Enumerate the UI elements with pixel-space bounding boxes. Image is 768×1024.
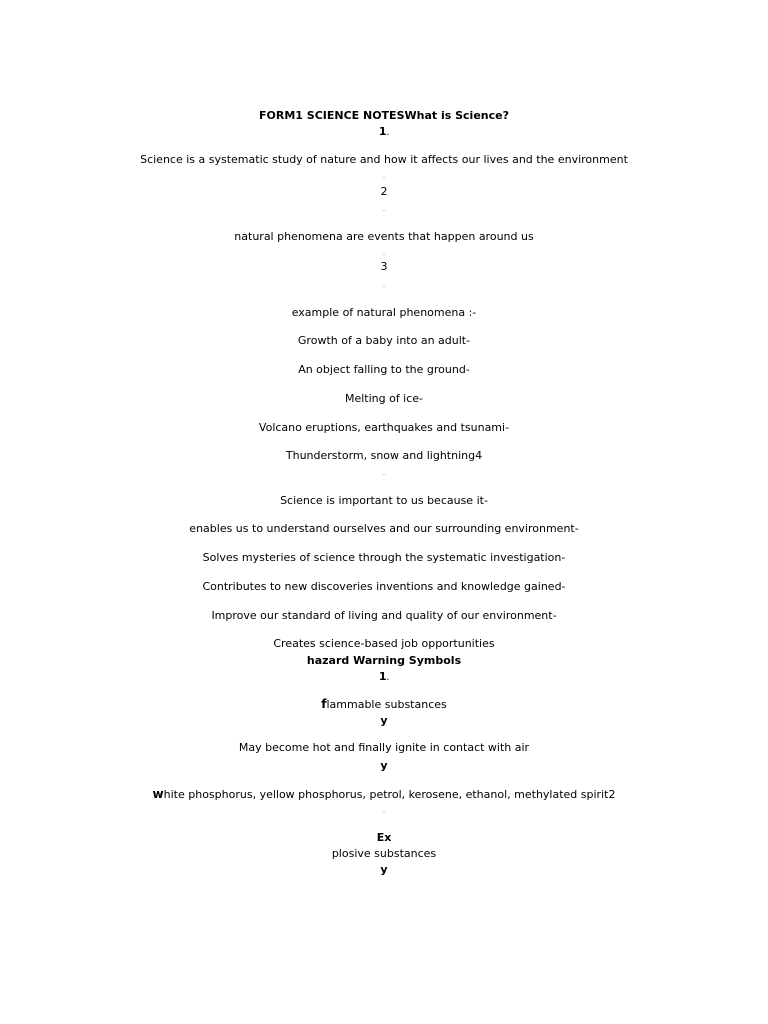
example-item: An object falling to the ground- bbox=[298, 363, 470, 376]
line-text: atural phenomena are events that happen around us bbox=[241, 230, 534, 243]
importance-item: Contributes to new discoveries inventions and knowledge gained- bbox=[202, 580, 566, 593]
separator-dot: . bbox=[382, 172, 386, 180]
line-text: xample of natural phenomena :- bbox=[298, 306, 477, 319]
drop-cap: e bbox=[291, 306, 299, 319]
science-definition: Science is a systematic study of nature and how it affects our lives and the environment bbox=[140, 153, 628, 166]
item-number-2: 2 bbox=[380, 185, 388, 198]
importance-item: Solves mysteries of science through the systematic investigation- bbox=[202, 551, 566, 564]
hazard-heading: hazard Warning Symbols bbox=[306, 654, 462, 667]
line-text: lammable substances bbox=[326, 698, 447, 711]
examples-heading bbox=[0, 306, 768, 320]
doc-title: FORM1 SCIENCE NOTESWhat is Science? bbox=[259, 109, 509, 122]
example-item: Thunderstorm, snow and lightning4 bbox=[285, 449, 483, 462]
flammable-heading bbox=[0, 697, 768, 712]
drop-cap: n bbox=[234, 230, 242, 243]
example-item: Melting of ice- bbox=[344, 392, 424, 405]
bullet-marker: y bbox=[380, 759, 388, 772]
example-item: Growth of a baby into an adult- bbox=[297, 334, 471, 347]
item-number-1 bbox=[0, 125, 768, 139]
importance-item: Improve our standard of living and quality of our environment- bbox=[211, 609, 557, 622]
explosive-heading: plosive substances bbox=[331, 847, 437, 860]
example-item: Volcano eruptions, earthquakes and tsunami- bbox=[258, 421, 510, 434]
item-number-3: 3 bbox=[380, 260, 388, 273]
flammable-description: May become hot and finally ignite in contact with air bbox=[238, 741, 530, 754]
line-text: hite phosphorus, yellow phosphorus, petrol, kerosene, ethanol, methylated spirit2 bbox=[163, 788, 616, 801]
separator-dot: . bbox=[382, 469, 386, 477]
number: 1 bbox=[378, 125, 387, 138]
number: 1 bbox=[378, 670, 387, 683]
flammable-examples bbox=[0, 787, 768, 802]
drop-cap: w bbox=[152, 787, 164, 801]
drop-cap: f bbox=[321, 697, 327, 711]
separator-dot: . bbox=[382, 205, 386, 213]
importance-item: Creates science-based job opportunities bbox=[273, 637, 495, 650]
importance-heading: Science is important to us because it- bbox=[280, 494, 488, 507]
separator-dot: . bbox=[382, 807, 386, 815]
bullet-marker: y bbox=[380, 863, 388, 876]
explosive-prefix: Ex bbox=[376, 831, 392, 844]
importance-item: enables us to understand ourselves and our surrounding environment- bbox=[189, 522, 579, 535]
natural-phenomena-definition bbox=[0, 230, 768, 244]
separator-dot: . bbox=[382, 249, 386, 257]
bullet-marker: y bbox=[380, 714, 388, 727]
period: . bbox=[386, 129, 390, 137]
hazard-number-1 bbox=[0, 670, 768, 684]
period: . bbox=[386, 674, 390, 682]
separator-dot: . bbox=[382, 281, 386, 289]
